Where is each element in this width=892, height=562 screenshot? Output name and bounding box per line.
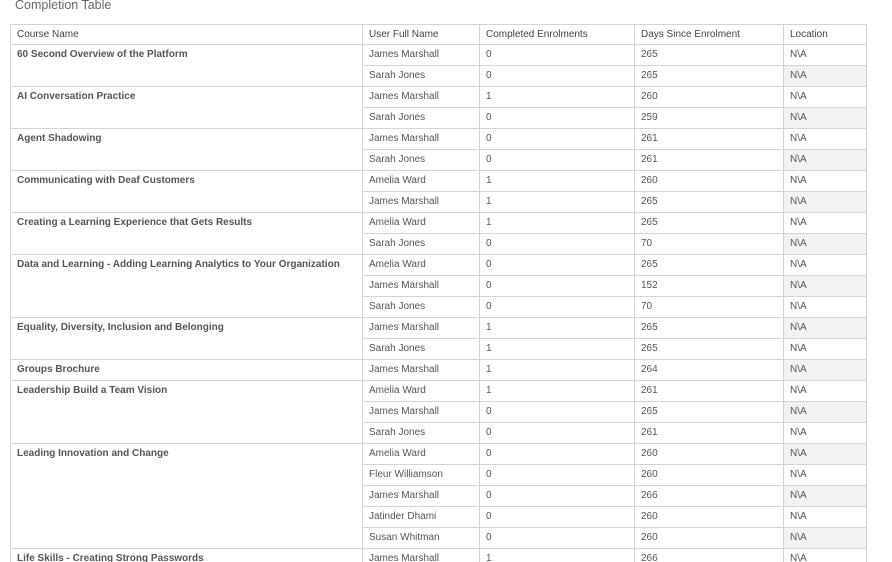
completed-enrolments-cell: 0 xyxy=(480,108,635,129)
days-since-enrolment-cell: 260 xyxy=(635,171,784,192)
user-full-name-cell: James Marshall xyxy=(363,402,480,423)
user-full-name-cell: Jatinder Dhami xyxy=(363,507,480,528)
user-full-name-cell: James Marshall xyxy=(363,192,480,213)
user-full-name-cell: James Marshall xyxy=(363,549,480,562)
table-row xyxy=(11,87,867,108)
completed-enrolments-cell: 1 xyxy=(480,339,635,360)
location-cell: N\A xyxy=(784,339,867,360)
user-full-name-cell: Sarah Jones xyxy=(363,108,480,129)
days-since-enrolment-cell: 260 xyxy=(635,87,784,108)
course-name-cell: Leading Innovation and Change xyxy=(11,444,363,549)
days-since-enrolment-cell: 265 xyxy=(635,66,784,87)
user-full-name-cell: Amelia Ward xyxy=(363,444,480,465)
user-full-name-cell: Sarah Jones xyxy=(363,339,480,360)
location-cell: N\A xyxy=(784,423,867,444)
location-cell: N\A xyxy=(784,360,867,381)
days-since-enrolment-cell: 265 xyxy=(635,339,784,360)
user-full-name-cell: James Marshall xyxy=(363,87,480,108)
completed-enrolments-cell: 0 xyxy=(480,66,635,87)
days-since-enrolment-cell: 265 xyxy=(635,255,784,276)
table-body xyxy=(11,45,867,562)
completed-enrolments-cell: 0 xyxy=(480,255,635,276)
table-row xyxy=(11,549,867,562)
location-cell: N\A xyxy=(784,444,867,465)
location-cell: N\A xyxy=(784,87,867,108)
user-full-name-cell: James Marshall xyxy=(363,486,480,507)
completed-enrolments-cell: 1 xyxy=(480,171,635,192)
user-full-name-cell: James Marshall xyxy=(363,318,480,339)
user-full-name-cell: Sarah Jones xyxy=(363,423,480,444)
user-full-name-cell: Amelia Ward xyxy=(363,171,480,192)
user-full-name-cell: Amelia Ward xyxy=(363,255,480,276)
user-full-name-cell: James Marshall xyxy=(363,276,480,297)
location-cell: N\A xyxy=(784,213,867,234)
location-cell: N\A xyxy=(784,381,867,402)
completed-enrolments-cell: 1 xyxy=(480,318,635,339)
completed-enrolments-cell: 1 xyxy=(480,192,635,213)
user-full-name-cell: Amelia Ward xyxy=(363,213,480,234)
location-cell: N\A xyxy=(784,549,867,562)
table-header-row xyxy=(11,25,867,45)
course-name-cell: Groups Brochure xyxy=(11,360,363,381)
location-cell: N\A xyxy=(784,297,867,318)
completed-enrolments-cell: 1 xyxy=(480,360,635,381)
user-full-name-cell: Sarah Jones xyxy=(363,234,480,255)
completed-enrolments-cell: 0 xyxy=(480,276,635,297)
completed-enrolments-cell: 1 xyxy=(480,549,635,562)
user-full-name-cell: Sarah Jones xyxy=(363,66,480,87)
course-name-cell: 60 Second Overview of the Platform xyxy=(11,45,363,87)
days-since-enrolment-cell: 261 xyxy=(635,150,784,171)
course-name-cell: Agent Shadowing xyxy=(11,129,363,171)
completed-enrolments-cell: 1 xyxy=(480,87,635,108)
column-header-user-full-name[interactable]: User Full Name xyxy=(363,25,480,45)
location-cell: N\A xyxy=(784,108,867,129)
location-cell: N\A xyxy=(784,276,867,297)
completed-enrolments-cell: 0 xyxy=(480,465,635,486)
table-row xyxy=(11,255,867,276)
completed-enrolments-cell: 0 xyxy=(480,150,635,171)
table-row xyxy=(11,129,867,150)
course-name-cell: Data and Learning - Adding Learning Analytics to Your Organization xyxy=(11,255,363,318)
location-cell: N\A xyxy=(784,45,867,66)
days-since-enrolment-cell: 152 xyxy=(635,276,784,297)
days-since-enrolment-cell: 265 xyxy=(635,318,784,339)
column-header-location[interactable]: Location xyxy=(784,25,867,45)
days-since-enrolment-cell: 261 xyxy=(635,129,784,150)
table-row xyxy=(11,381,867,402)
days-since-enrolment-cell: 265 xyxy=(635,213,784,234)
user-full-name-cell: Sarah Jones xyxy=(363,297,480,318)
days-since-enrolment-cell: 266 xyxy=(635,486,784,507)
course-name-cell: Equality, Diversity, Inclusion and Belonging xyxy=(11,318,363,360)
completed-enrolments-cell: 0 xyxy=(480,528,635,549)
course-name-cell: Leadership Build a Team Vision xyxy=(11,381,363,444)
completed-enrolments-cell: 0 xyxy=(480,444,635,465)
days-since-enrolment-cell: 260 xyxy=(635,507,784,528)
days-since-enrolment-cell: 260 xyxy=(635,444,784,465)
table-row xyxy=(11,360,867,381)
location-cell: N\A xyxy=(784,234,867,255)
days-since-enrolment-cell: 70 xyxy=(635,297,784,318)
completed-enrolments-cell: 0 xyxy=(480,423,635,444)
table-row xyxy=(11,45,867,66)
location-cell: N\A xyxy=(784,255,867,276)
table-row xyxy=(11,444,867,465)
days-since-enrolment-cell: 260 xyxy=(635,465,784,486)
column-header-days-since-enrolment[interactable]: Days Since Enrolment xyxy=(635,25,784,45)
table-title: Completion Table xyxy=(15,0,112,12)
completed-enrolments-cell: 0 xyxy=(480,297,635,318)
location-cell: N\A xyxy=(784,129,867,150)
days-since-enrolment-cell: 265 xyxy=(635,402,784,423)
course-name-cell: Communicating with Deaf Customers xyxy=(11,171,363,213)
course-name-cell: AI Conversation Practice xyxy=(11,87,363,129)
location-cell: N\A xyxy=(784,171,867,192)
location-cell: N\A xyxy=(784,465,867,486)
location-cell: N\A xyxy=(784,486,867,507)
completion-table xyxy=(10,24,867,562)
location-cell: N\A xyxy=(784,402,867,423)
location-cell: N\A xyxy=(784,507,867,528)
days-since-enrolment-cell: 264 xyxy=(635,360,784,381)
user-full-name-cell: James Marshall xyxy=(363,45,480,66)
user-full-name-cell: James Marshall xyxy=(363,360,480,381)
completed-enrolments-cell: 0 xyxy=(480,507,635,528)
user-full-name-cell: Susan Whitman xyxy=(363,528,480,549)
days-since-enrolment-cell: 259 xyxy=(635,108,784,129)
days-since-enrolment-cell: 70 xyxy=(635,234,784,255)
days-since-enrolment-cell: 266 xyxy=(635,549,784,562)
table-row xyxy=(11,318,867,339)
days-since-enrolment-cell: 265 xyxy=(635,45,784,66)
course-name-cell: Creating a Learning Experience that Gets Results xyxy=(11,213,363,255)
user-full-name-cell: James Marshall xyxy=(363,129,480,150)
location-cell: N\A xyxy=(784,150,867,171)
completed-enrolments-cell: 0 xyxy=(480,45,635,66)
table-row xyxy=(11,171,867,192)
days-since-enrolment-cell: 260 xyxy=(635,528,784,549)
location-cell: N\A xyxy=(784,318,867,339)
days-since-enrolment-cell: 261 xyxy=(635,381,784,402)
completed-enrolments-cell: 0 xyxy=(480,129,635,150)
completed-enrolments-cell: 1 xyxy=(480,213,635,234)
days-since-enrolment-cell: 265 xyxy=(635,192,784,213)
location-cell: N\A xyxy=(784,66,867,87)
user-full-name-cell: Sarah Jones xyxy=(363,150,480,171)
user-full-name-cell: Fleur Williamson xyxy=(363,465,480,486)
location-cell: N\A xyxy=(784,528,867,549)
days-since-enrolment-cell: 261 xyxy=(635,423,784,444)
location-cell: N\A xyxy=(784,192,867,213)
completed-enrolments-cell: 0 xyxy=(480,234,635,255)
column-header-course-name[interactable]: Course Name xyxy=(11,25,363,45)
user-full-name-cell: Amelia Ward xyxy=(363,381,480,402)
completed-enrolments-cell: 0 xyxy=(480,486,635,507)
column-header-completed-enrolments[interactable]: Completed Enrolments xyxy=(480,25,635,45)
course-name-cell: Life Skills - Creating Strong Passwords xyxy=(11,549,363,562)
completed-enrolments-cell: 0 xyxy=(480,402,635,423)
table-row xyxy=(11,213,867,234)
completed-enrolments-cell: 1 xyxy=(480,381,635,402)
